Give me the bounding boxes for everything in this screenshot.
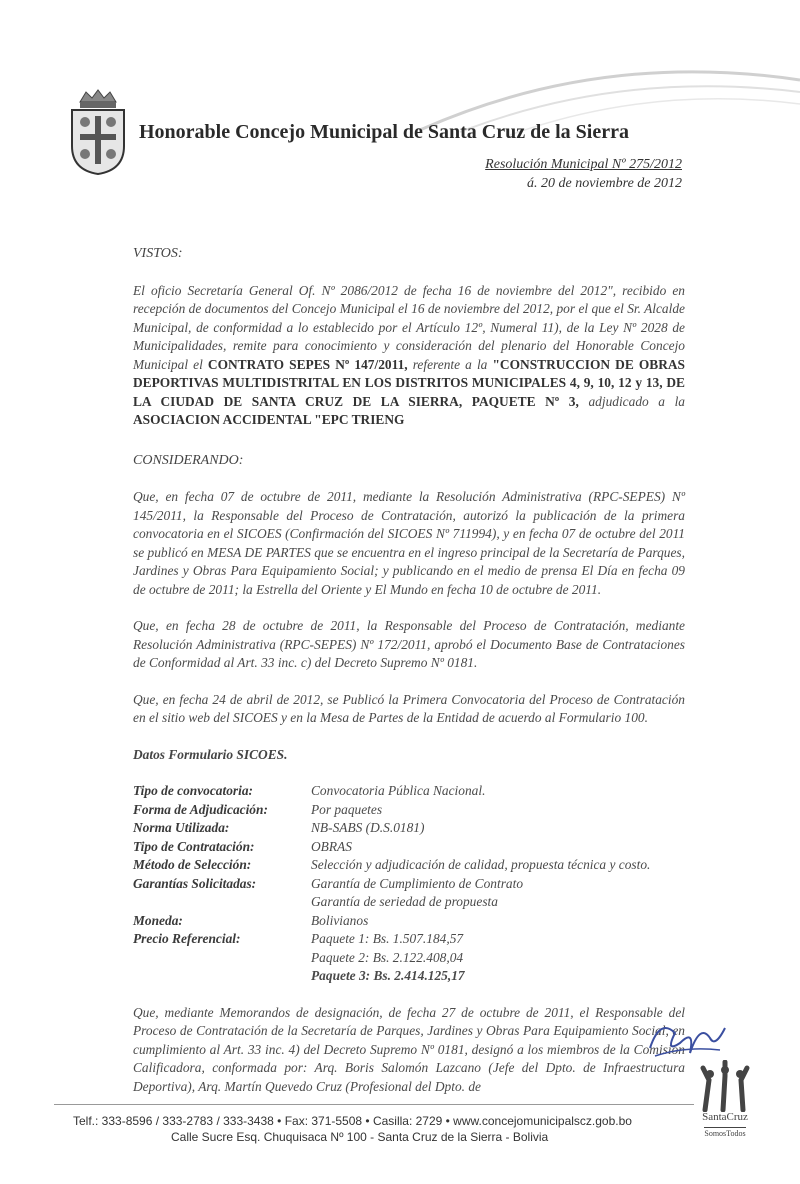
footer-contact: Telf.: 333-8596 / 333-2783 / 333-3438 • Fax: 371-5508 • Casilla: 2729 • www.concejomunicipalscz.gob.bo (73, 1114, 632, 1128)
coat-of-arms-icon (66, 88, 130, 176)
document-body (133, 245, 685, 1096)
row-label: Tipo de Contratación: (133, 838, 255, 854)
row-label: Garantías Solicitadas: (133, 875, 257, 891)
considerando-heading: CONSIDERANDO: (133, 452, 244, 468)
vistos-text-1: El oficio Secretaría General Of. Nº 2086/2012 de fecha 16 de noviembre del 2012", recibido en recepción de documentos del Concejo Municipal el 16 de noviembre del 2012, por el que el Sr. Alcalde Municipal, de conformidad a lo establecido por el Artículo 12º, Numeral 11), de la Ley Nº 2028 de Municipalidades, remite para conocimiento y consideración del plenario del Honorable Concejo Municipal el (133, 282, 685, 372)
row-value: Garantía de Cumplimiento de Contrato (311, 875, 524, 891)
resolution-date: á. 20 de noviembre de 2012 (527, 176, 682, 191)
row-label: Tipo de convocatoria: (133, 783, 253, 798)
row-value: Selección y adjudicación de calidad, propuesta técnica y costo. (311, 857, 651, 872)
santa-cruz-logo (690, 1060, 760, 1160)
considerando-paragraph-2: Que, en fecha 28 de octubre de 2011, la Responsable del Proceso de Contratación, mediante Resolución Administrativa (RPC-SEPES) Nº 172/2011, aprobó el Documento Base de Contrataciones de Conformidad al Art. 33 inc. c) del Decreto Supremo Nº 0181. (133, 618, 685, 670)
project-title: "CONSTRUCCION DE OBRAS DEPORTIVAS MULTIDISTRITAL EN LOS DISTRITOS MUNICIPALES 4, 9, 10, 12 y 13, DE LA CIUDAD DE SANTA CRUZ DE LA SIERRA, PAQUETE Nº 3, (133, 356, 685, 409)
footer-divider (54, 1104, 694, 1105)
considerando-paragraph-1: Que, en fecha 07 de octubre de 2011, mediante la Resolución Administrativa (RPC-SEPES) Nº 145/2011, la Responsable del Proceso de Contratación, autorizó la publicación de la primera convocatoria en el SICOES (Confirmación del SICOES Nº 711994), y en fecha 07 de octubre del 2011 se publicó en MESA DE PARTES que se encuentra en el ingreso principal de la Secretaría de Parques, Jardines y Obras Para Equipamiento Social; y publicando en el medio de prensa El Día en fecha 09 de octubre de 2011; la Estrella del Oriente y El Mundo en fecha 10 de octubre de 2011. (133, 489, 685, 597)
table-row (133, 930, 685, 986)
final-paragraph: Que, mediante Memorandos de designación, de fecha 27 de octubre de 2011, el Responsable del Proceso de Contratación de la Secretaría de Parques, Jardines y Obras Para Equipamiento Social, en cumplimiento al Art. 33 inc. 4) del Decreto Supremo Nº 0181, designó a los miembros de la Comisión Calificadora, conformada por: Arq. Boris Salomón Lazcano (Jefe del Dpto. de Infraestructura Deportiva), Arq. Martín Quevedo Cruz (Profesional del Dpto. de (133, 1004, 685, 1094)
organization-title: Honorable Concejo Municipal de Santa Cruz de la Sierra (139, 121, 629, 143)
row-value: Bolivianos (311, 912, 369, 928)
vistos-text-3: adjudicado a la (578, 393, 686, 409)
row-value: OBRAS (311, 838, 352, 854)
signature-icon (640, 1008, 730, 1068)
row-label: Forma de Adjudicación: (133, 801, 268, 817)
vistos-heading: VISTOS: (133, 246, 183, 261)
contractor-name: ASOCIACION ACCIDENTAL "EPC TRIENG (133, 412, 405, 427)
row-value: Por paquetes (311, 801, 383, 817)
row-label: Norma Utilizada: (133, 820, 230, 835)
table-row (133, 801, 685, 820)
datos-sicoes-title: Datos Formulario SICOES. (133, 746, 288, 762)
people-figures-icon (695, 1060, 755, 1112)
row-label: Precio Referencial: (133, 931, 241, 946)
row-value: Convocatoria Pública Nacional. (311, 783, 486, 798)
row-value: Paquete 2: Bs. 2.122.408,04 (311, 949, 464, 965)
logo-tagline: SomosTodos (704, 1129, 746, 1138)
vistos-text-2: referente a la (407, 356, 493, 372)
table-row (133, 856, 685, 875)
considerando-paragraph-3: Que, en fecha 24 de abril de 2012, se Publicó la Primera Convocatoria del Proceso de Contratación en el sitio web del SICOES y en la Mesa de Partes de la Entidad de acuerdo al Formulario 100. (133, 691, 685, 725)
table-row (133, 819, 685, 838)
datos-sicoes-table (133, 782, 685, 986)
table-row (133, 912, 685, 931)
row-label: Moneda: (133, 912, 183, 928)
row-value: Garantía de seriedad de propuesta (311, 894, 498, 909)
resolution-number: Resolución Municipal Nº 275/2012 (485, 157, 682, 172)
logo-name: SantaCruz (702, 1111, 748, 1123)
contract-number: CONTRATO SEPES Nº 147/2011, (207, 356, 408, 372)
table-row (133, 875, 685, 912)
table-row (133, 838, 685, 857)
footer-address: Calle Sucre Esq. Chuquisaca Nº 100 - Santa Cruz de la Sierra - Bolivia (171, 1130, 549, 1144)
vistos-paragraph (133, 282, 685, 430)
row-value: Paquete 1: Bs. 1.507.184,57 (311, 931, 464, 946)
row-label: Método de Selección: (133, 857, 252, 872)
row-value: NB-SABS (D.S.0181) (311, 820, 425, 835)
row-value: Paquete 3: Bs. 2.414.125,17 (311, 968, 465, 983)
table-row (133, 782, 685, 801)
